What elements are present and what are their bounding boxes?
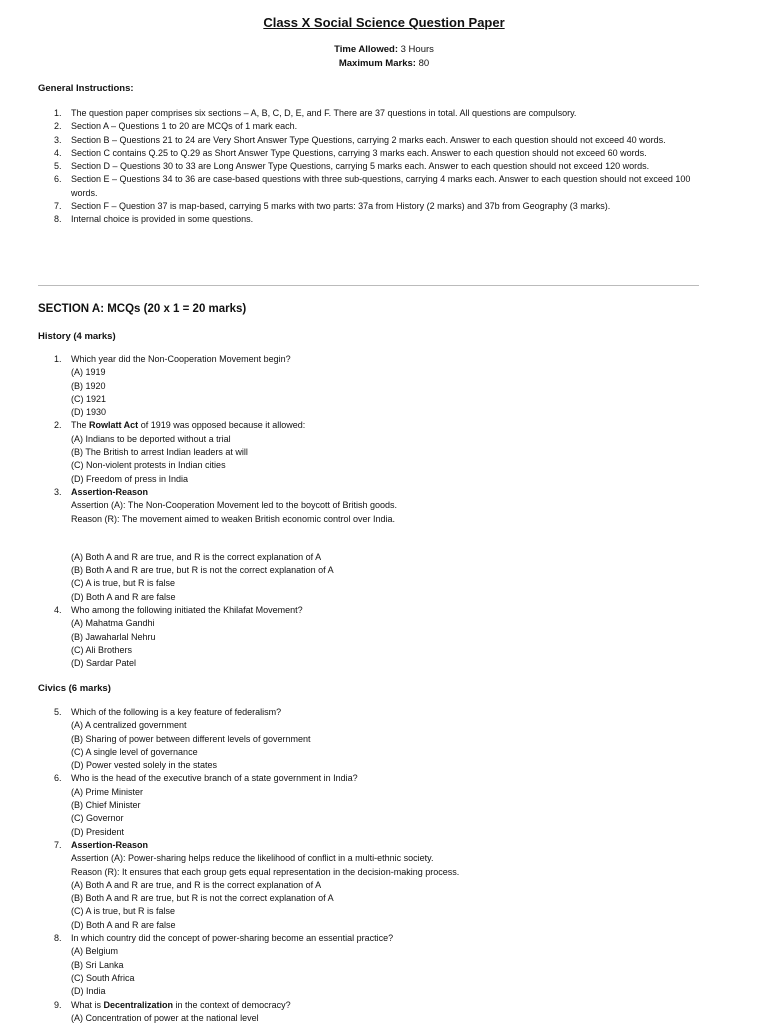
question-text-bold: Assertion-Reason — [71, 839, 149, 850]
instructions-heading: General Instructions: — [38, 83, 134, 94]
question-text-pre: Which of the following is a key feature of federalism? — [71, 707, 282, 717]
reason-text: Reason (R): The movement aimed to weaken British economic control over India. — [71, 513, 395, 524]
question — [38, 419, 698, 432]
instruction-number: 1. — [54, 108, 62, 118]
instruction-text: Section F – Question 37 is map-based, carrying 5 marks with two parts: 37a from History (2 marks) and 37b from Geography (3 marks). — [71, 201, 611, 212]
instruction-item — [38, 213, 698, 226]
reason-text: Reason (R): It ensures that each group gets equal representation in the decision-making process. — [71, 866, 460, 877]
answer-option: (D) Freedom of press in India — [71, 473, 189, 484]
instruction-number: 7. — [54, 201, 62, 212]
question-text — [71, 840, 148, 850]
question-text-pre: Which year did the Non-Cooperation Movement begin? — [71, 354, 291, 364]
instruction-item — [38, 200, 698, 213]
question-text — [71, 420, 305, 430]
question — [38, 486, 698, 499]
answer-option: (B) Both A and R are true, but R is not the correct explanation of A — [71, 893, 334, 904]
question — [38, 932, 698, 945]
answer-option: (A) 1919 — [71, 367, 106, 378]
question-text-pre: What is — [71, 999, 104, 1010]
answer-option: (D) Both A and R are false — [71, 919, 176, 930]
answer-option: (D) India — [71, 986, 106, 997]
assertion-text: Assertion (A): The Non-Cooperation Movement led to the boycott of British goods. — [71, 500, 397, 511]
answer-option: (D) Both A and R are false — [71, 591, 176, 602]
instruction-item — [38, 160, 698, 173]
civics-questions — [38, 706, 698, 1025]
answer-option: (C) A single level of governance — [71, 746, 198, 757]
answer-option: (B) Sharing of power between different levels of government — [71, 733, 311, 744]
history-questions — [38, 353, 698, 671]
question — [38, 999, 698, 1012]
question — [38, 839, 698, 852]
instruction-item — [38, 120, 698, 133]
question-number: 7. — [54, 839, 62, 850]
instructions-list — [38, 107, 698, 227]
instruction-item — [38, 147, 698, 160]
answer-option: (D) President — [71, 826, 125, 837]
question-text-bold: Decentralization — [103, 999, 174, 1010]
answer-option: (A) Mahatma Gandhi — [71, 618, 155, 629]
maximum-marks-label: Maximum Marks: — [338, 58, 416, 69]
instruction-number: 3. — [54, 134, 62, 145]
answer-option: (B) Chief Minister — [71, 800, 141, 811]
question-text-bold: Assertion-Reason — [71, 486, 149, 497]
instruction-item — [38, 134, 698, 147]
answer-option: (A) Concentration of power at the national level — [71, 1012, 259, 1023]
time-allowed-value: 3 Hours — [400, 44, 434, 55]
question-text-pre: Who is the head of the executive branch of a state government in India? — [71, 773, 358, 784]
instruction-text: Internal choice is provided in some questions. — [71, 214, 254, 225]
instruction-number: 5. — [54, 161, 62, 172]
question-number: 6. — [54, 773, 62, 784]
question-text-pre: In which country did the concept of power-sharing become an essential practice? — [71, 933, 394, 944]
question-text — [71, 773, 358, 783]
instruction-item — [38, 173, 698, 200]
answer-option: (C) Non-violent protests in Indian cities — [71, 460, 226, 471]
answer-option: (C) Governor — [71, 813, 124, 824]
answer-option: (D) 1930 — [71, 407, 107, 418]
maximum-marks — [0, 58, 768, 69]
instruction-text: Section B – Questions 21 to 24 are Very Short Answer Type Questions, carrying 2 marks each. Answer to each question should not exceed 40 words. — [71, 134, 666, 145]
assertion-text: Assertion (A): Power-sharing helps reduce the likelihood of conflict in a multi-ethnic society. — [71, 853, 434, 864]
spacer — [38, 526, 698, 551]
question — [38, 353, 698, 366]
question-number: 9. — [54, 999, 62, 1010]
question-number: 8. — [54, 933, 62, 944]
question — [38, 772, 698, 785]
answer-option: (B) The British to arrest Indian leaders at will — [71, 447, 248, 458]
answer-option: (C) A is true, but R is false — [71, 906, 176, 917]
question-number: 2. — [54, 420, 62, 431]
question-text — [71, 933, 393, 943]
instruction-text: Section D – Questions 30 to 33 are Long Answer Type Questions, carrying 5 marks each. Answer to each question should not exceed 120 words. — [71, 161, 650, 172]
answer-option: (D) Sardar Patel — [71, 658, 137, 669]
instruction-number: 2. — [54, 121, 62, 132]
question-text — [71, 605, 303, 615]
question — [38, 706, 698, 719]
instruction-text: The question paper comprises six sections – A, B, C, D, E, and F. There are 37 questions in total. All questions are compulsory. — [71, 108, 577, 118]
answer-option: (A) Belgium — [71, 946, 119, 957]
question-number: 5. — [54, 707, 62, 717]
question-text — [71, 354, 291, 364]
answer-option: (A) Both A and R are true, and R is the correct explanation of A — [71, 551, 322, 562]
answer-option: (C) South Africa — [71, 972, 135, 983]
section-divider — [38, 285, 699, 286]
question-text-post: of 1919 was opposed because it allowed: — [138, 420, 306, 431]
question-number: 4. — [54, 605, 62, 616]
answer-option: (A) Indians to be deported without a trial — [71, 433, 231, 444]
question-text — [71, 707, 281, 717]
instruction-text: Section A – Questions 1 to 20 are MCQs of 1 mark each. — [71, 121, 298, 132]
question — [38, 604, 698, 617]
instruction-number: 4. — [54, 147, 62, 158]
time-allowed — [0, 44, 768, 55]
answer-option: (B) Jawaharlal Nehru — [71, 631, 156, 642]
section-a-heading: SECTION A: MCQs (20 x 1 = 20 marks) — [38, 303, 247, 315]
answer-option: (C) Ali Brothers — [71, 644, 133, 655]
answer-option: (A) Both A and R are true, and R is the correct explanation of A — [71, 879, 322, 890]
question-text-post: in the context of democracy? — [173, 999, 291, 1010]
answer-option: (C) A is true, but R is false — [71, 578, 176, 589]
answer-option: (B) Sri Lanka — [71, 959, 124, 970]
answer-option: (A) A centralized government — [71, 720, 187, 731]
answer-option: (D) Power vested solely in the states — [71, 760, 218, 771]
instruction-number: 8. — [54, 214, 62, 225]
civics-heading: Civics (6 marks) — [38, 683, 111, 694]
maximum-marks-value: 80 — [418, 58, 430, 69]
question-text — [71, 487, 148, 497]
answer-option: (A) Prime Minister — [71, 786, 144, 797]
history-heading: History (4 marks) — [38, 331, 116, 342]
question-text-bold: Rowlatt Act — [89, 420, 139, 431]
question-number: 1. — [54, 354, 62, 364]
paper-title: Class X Social Science Question Paper — [263, 15, 505, 30]
instruction-number: 6. — [54, 174, 62, 185]
question-number: 3. — [54, 486, 62, 497]
instruction-text: Section C contains Q.25 to Q.29 as Short Answer Type Questions, carrying 3 marks each. Answer to each question should not exceed 60 words. — [71, 147, 647, 158]
question-text-pre: Who among the following initiated the Khilafat Movement? — [71, 605, 303, 616]
question-text — [71, 1000, 291, 1010]
instruction-item — [38, 107, 698, 120]
instruction-text: Section E – Questions 34 to 36 are case-based questions with three sub-questions, carrying 4 marks each. Answer to each question should not exceed 100 words. — [71, 174, 691, 198]
answer-option: (B) 1920 — [71, 380, 106, 391]
answer-option: (C) 1921 — [71, 393, 107, 404]
question-text-pre: The — [71, 420, 90, 431]
answer-option: (B) Both A and R are true, but R is not the correct explanation of A — [71, 565, 334, 576]
time-allowed-label: Time Allowed: — [334, 44, 398, 55]
